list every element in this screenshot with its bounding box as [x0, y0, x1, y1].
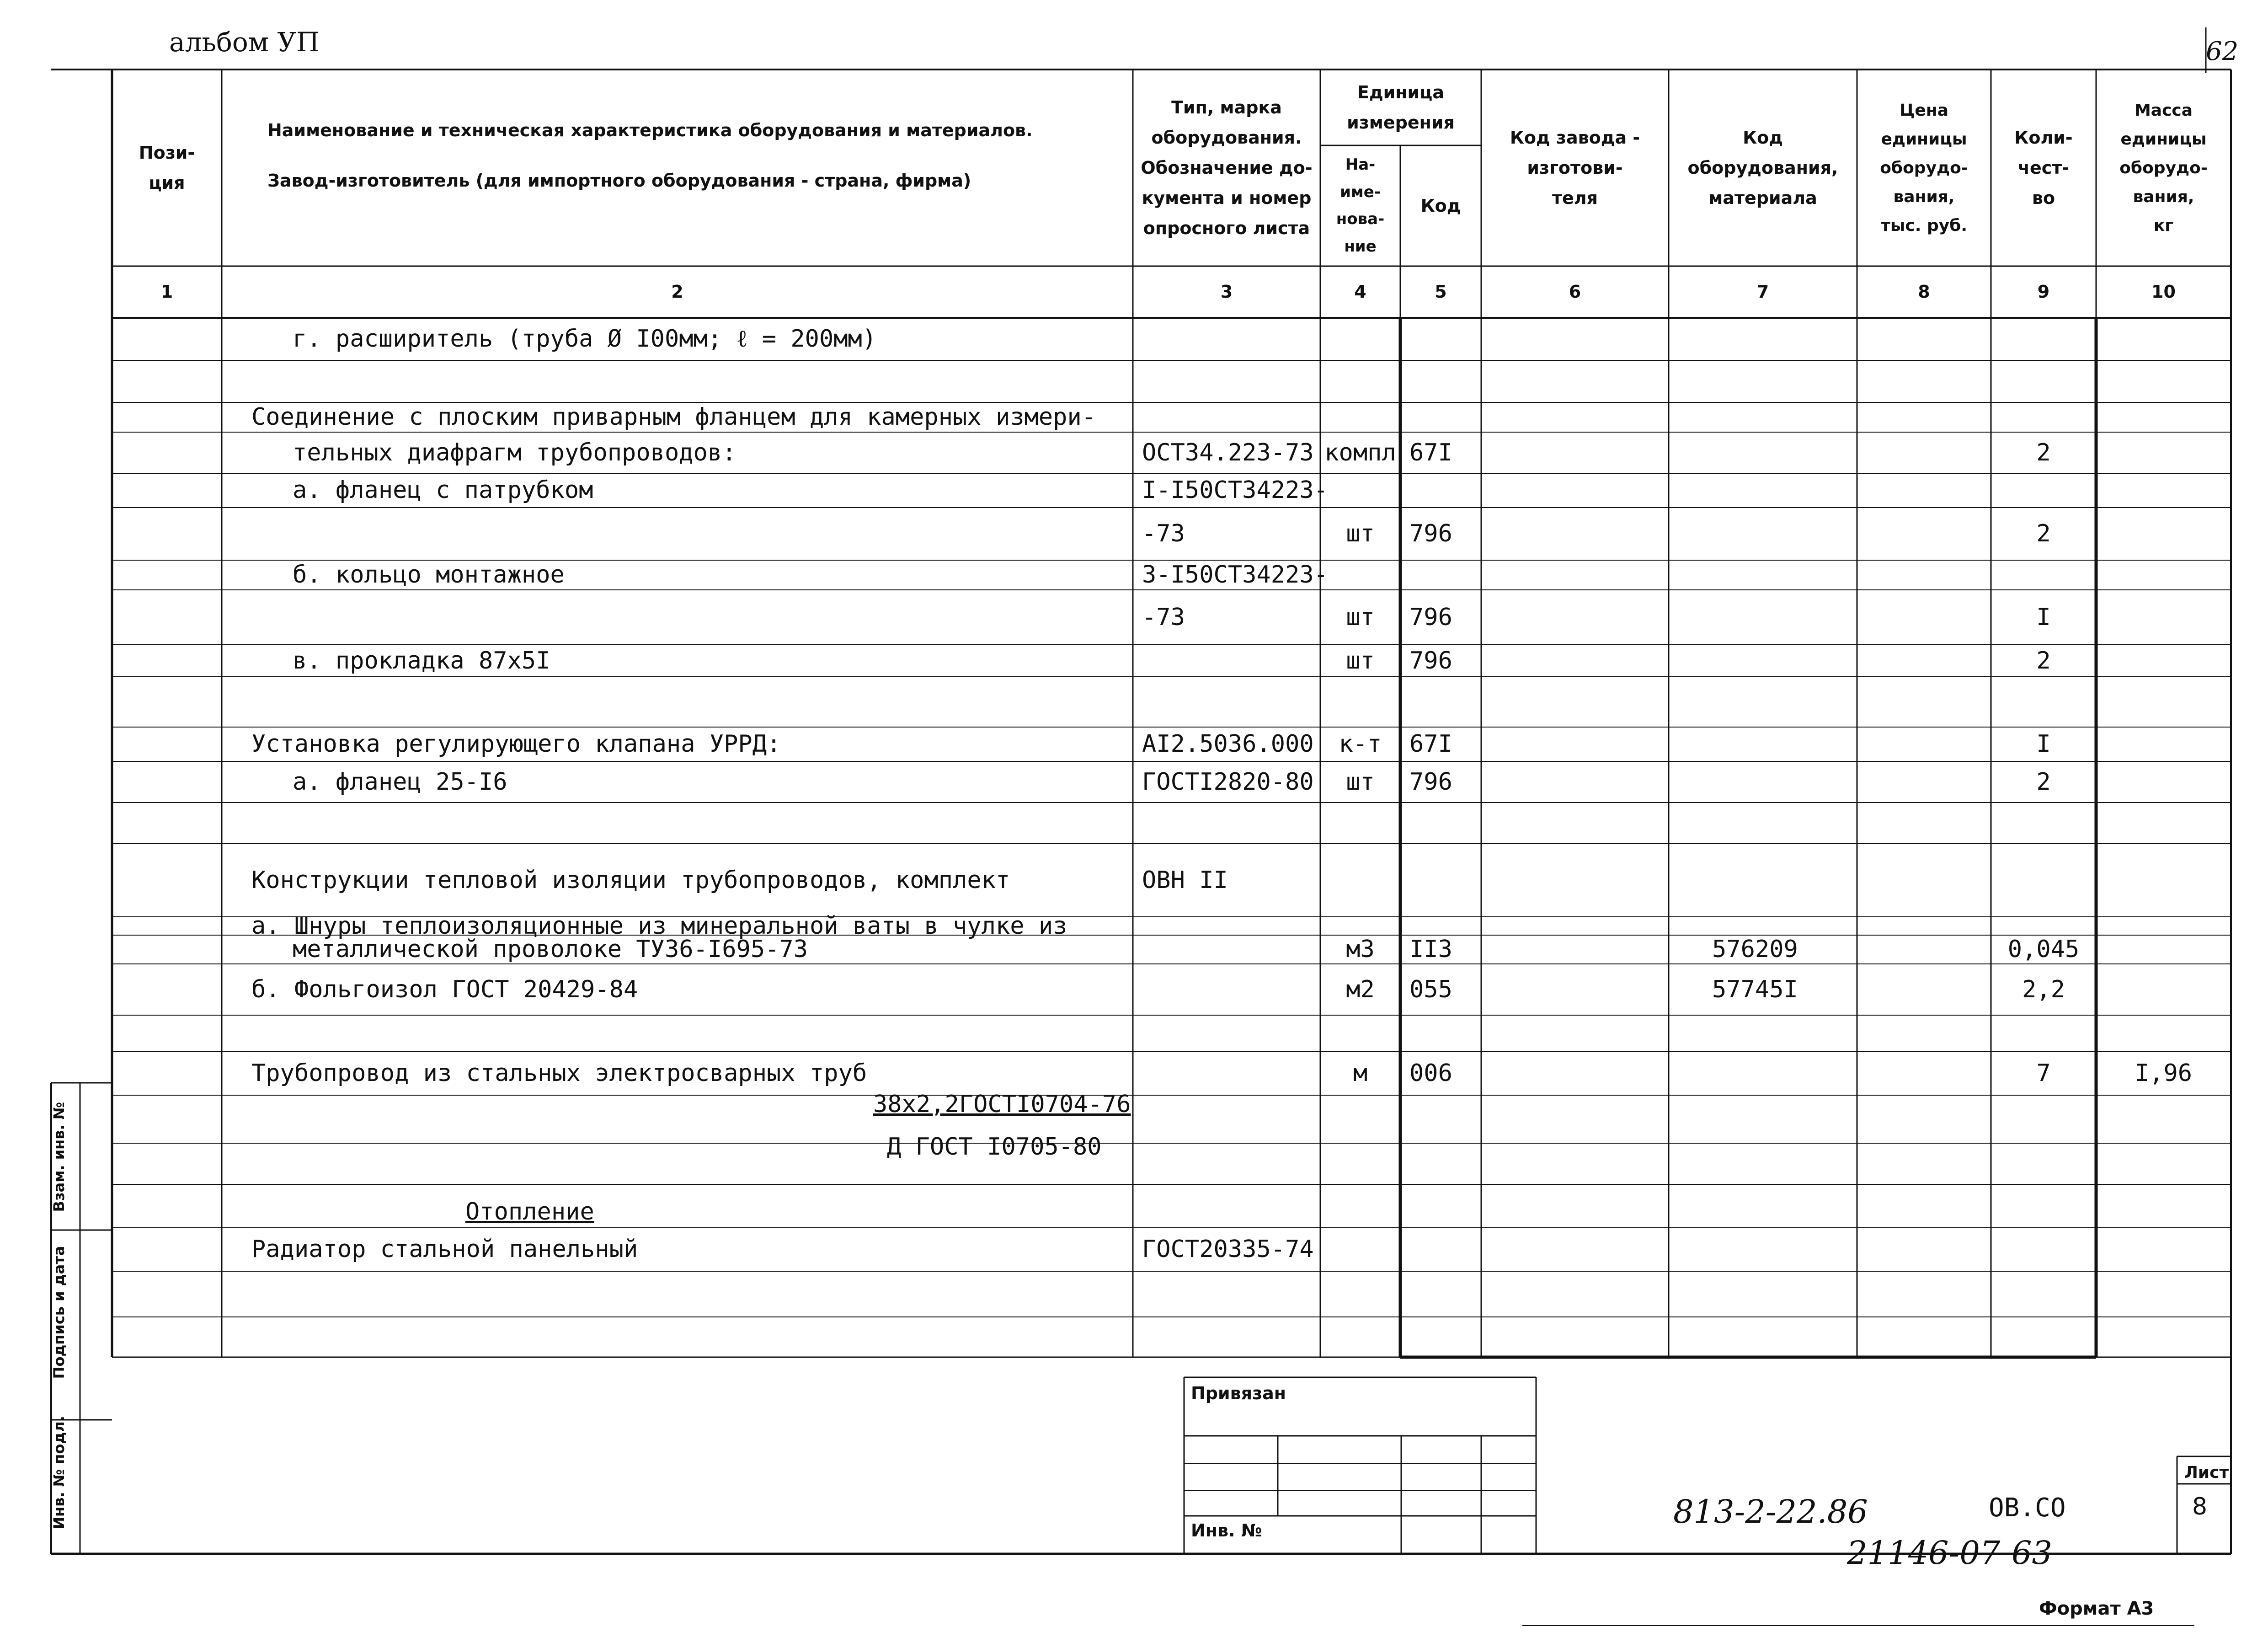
cell-unit-code: 796 — [1409, 520, 1452, 547]
cell-mass — [2096, 844, 2231, 917]
header-factory-code — [1481, 70, 1669, 266]
cell-mass — [2096, 1228, 2231, 1271]
side-stamp-vzam: Взам. инв. № — [50, 1102, 68, 1212]
table-row — [0, 964, 2268, 1015]
header-type-line: Тип, марка — [1171, 97, 1282, 118]
side-stamp-inv-podl: Инв. № подл. — [50, 1416, 68, 1529]
cell-name: в. прокладка 87х5I — [293, 647, 550, 674]
cell-mass — [2096, 917, 2231, 935]
cell-unit-name — [1320, 1228, 1400, 1271]
header-name — [267, 105, 1124, 206]
header-price-line: оборудо- — [1880, 158, 1968, 177]
cell-unit-name: к-т — [1339, 730, 1382, 758]
inv-no-label: Инв. № — [1191, 1520, 1262, 1541]
cell-unit-code: 006 — [1409, 1059, 1452, 1087]
cell-unit-code: 055 — [1409, 976, 1452, 1003]
table-row — [0, 761, 2268, 803]
cell-quantity — [1991, 1184, 2096, 1228]
cell-quantity — [1991, 1271, 2096, 1317]
header-unit-group — [1320, 70, 1481, 145]
table-row — [0, 360, 2268, 402]
table-row — [0, 473, 2268, 508]
privyazan-label: Привязан — [1191, 1383, 1286, 1403]
column-number: 1 — [160, 282, 173, 302]
format-label: Формат А3 — [2039, 1598, 2154, 1619]
side-stamp-podpis: Подпись и дата — [50, 1246, 68, 1379]
cell-unit-name — [1320, 473, 1400, 508]
cell-unit-name: компл — [1324, 439, 1396, 466]
header-mass — [2096, 70, 2231, 266]
cell-type: ГОСТI2820-80 — [1142, 768, 1314, 796]
section-heading-heating: Отопление — [465, 1198, 594, 1225]
cell-quantity — [1991, 473, 2096, 508]
cell-quantity — [1991, 803, 2096, 844]
cell-mass — [2096, 1184, 2231, 1228]
cell-mass — [2096, 432, 2231, 473]
column-number: 9 — [2037, 282, 2050, 302]
header-unit-group-line: Единица — [1357, 82, 1444, 102]
cell-quantity — [1991, 1015, 2096, 1052]
cell-mass — [2096, 1271, 2231, 1317]
cell-type: ОСТ34.223-73 — [1142, 439, 1314, 466]
cell-quantity — [1991, 1143, 2096, 1184]
header-unit-name — [1320, 145, 1400, 266]
cell-unit-code: II3 — [1409, 936, 1452, 963]
cell-mass — [2096, 935, 2231, 964]
cell-unit-name: шт — [1346, 604, 1375, 631]
archive-page: 63 — [2012, 1534, 2053, 1572]
cell-unit-name: шт — [1346, 520, 1375, 547]
header-type-line: оборудования. — [1151, 128, 1302, 148]
table-row — [0, 1095, 2268, 1143]
header-price — [1857, 70, 1991, 266]
cell-quantity: 2,2 — [2022, 976, 2065, 1003]
sheet-number: 8 — [2192, 1493, 2208, 1520]
cell-name: Трубопровод из стальных электросварных труб — [251, 1059, 867, 1087]
cell-quantity: 2 — [2036, 520, 2051, 547]
table-row — [0, 1228, 2268, 1271]
header-type-line: кумента и номер — [1142, 188, 1312, 208]
cell-quantity — [1991, 917, 2096, 935]
column-number: 2 — [671, 282, 683, 302]
header-quantity-line: во — [2032, 188, 2055, 208]
table-row — [0, 1184, 2268, 1228]
cell-unit-name — [1320, 1143, 1400, 1184]
cell-name: б. Фольгоизол ГОСТ 20429-84 — [251, 976, 638, 1003]
cell-name: г. расширитель (труба Ø I00мм; ℓ = 200мм) — [293, 325, 877, 353]
header-type-line: Обозначение до- — [1141, 158, 1313, 178]
cell-unit-name — [1320, 1095, 1400, 1143]
cell-name: тельных диафрагм трубопроводов: — [293, 439, 736, 466]
cell-unit-name: м3 — [1346, 936, 1375, 963]
cell-quantity — [1991, 1228, 2096, 1271]
table-row — [0, 1143, 2268, 1184]
cell-unit-name — [1320, 917, 1400, 935]
cell-type: I-I50СТ34223- — [1142, 476, 1328, 504]
header-mass-line: оборудо- — [2119, 158, 2208, 177]
cell-mass — [2096, 590, 2231, 645]
cell-mass — [2096, 1015, 2231, 1052]
table-row — [0, 508, 2268, 560]
header-name-line: Завод-изготовитель (для импортного оборудования - страна, фирма) — [267, 171, 971, 191]
cell-mass — [2096, 677, 2231, 727]
header-price-line: Цена — [1900, 101, 1948, 120]
cell-mass: I,96 — [2135, 1059, 2193, 1087]
header-type — [1133, 70, 1320, 266]
header-type-line: опросного листа — [1143, 218, 1310, 238]
header-quantity — [1991, 70, 2096, 266]
cell-mass — [2096, 727, 2231, 761]
cell-quantity: 7 — [2036, 1059, 2051, 1087]
column-number: 5 — [1435, 282, 1447, 302]
column-number: 10 — [2151, 282, 2176, 302]
cell-type: 3-I50СТ34223- — [1142, 561, 1328, 589]
cell-unit-code: 67I — [1409, 439, 1452, 466]
pipe-spec-line2: Д ГОСТ I0705-80 — [887, 1133, 1102, 1161]
column-number: 4 — [1354, 282, 1366, 302]
header-mass-line: Масса — [2134, 101, 2193, 120]
cell-quantity — [1991, 1095, 2096, 1143]
cell-mass — [2096, 1095, 2231, 1143]
table-row — [0, 935, 2268, 964]
cell-unit-code: 796 — [1409, 647, 1452, 674]
header-name-line: Наименование и техническая характеристика оборудования и материалов. — [267, 120, 1033, 140]
header-position-line: Пози- — [139, 143, 195, 163]
cell-quantity: I — [2036, 604, 2051, 631]
cell-name: а. фланец с патрубком — [293, 476, 593, 504]
cell-quantity — [1991, 677, 2096, 727]
column-number: 6 — [1569, 282, 1581, 302]
cell-unit-name — [1320, 560, 1400, 590]
table-row — [0, 727, 2268, 761]
cell-quantity — [1991, 360, 2096, 402]
header-equipment-code-line: оборудования, — [1687, 158, 1838, 178]
header-unit-group-line: измерения — [1347, 112, 1455, 133]
cell-unit-name: шт — [1346, 647, 1375, 674]
cell-quantity — [1991, 844, 2096, 917]
table-row — [0, 1271, 2268, 1317]
cell-type: ОВН II — [1142, 867, 1228, 894]
header-unit-code-line: Код — [1420, 196, 1461, 216]
cell-mass — [2096, 560, 2231, 590]
cell-unit-name: шт — [1346, 768, 1375, 796]
table-row — [0, 677, 2268, 727]
cell-unit-name — [1320, 360, 1400, 402]
cell-mass — [2096, 508, 2231, 560]
cell-unit-name — [1320, 1015, 1400, 1052]
header-unit-name-line: име- — [1340, 182, 1381, 201]
cell-name: а. фланец 25-I6 — [293, 768, 507, 796]
cell-name: Радиатор стальной панельный — [251, 1236, 638, 1263]
doc-code: ОВ.СО — [1989, 1493, 2066, 1523]
table-row — [0, 844, 2268, 917]
cell-type: ГОСТ20335-74 — [1142, 1236, 1314, 1263]
cell-mass — [2096, 964, 2231, 1015]
cell-mass — [2096, 318, 2231, 360]
cell-mass — [2096, 473, 2231, 508]
cell-unit-code: 796 — [1409, 768, 1452, 796]
table-row — [0, 402, 2268, 432]
cell-unit-name — [1320, 1184, 1400, 1228]
table-row — [0, 1015, 2268, 1052]
header-mass-line: кг — [2153, 216, 2174, 235]
cell-quantity — [1991, 560, 2096, 590]
cell-unit-name — [1320, 844, 1400, 917]
cell-name: Соединение с плоским приварным фланцем для камерных измери- — [251, 403, 1096, 431]
cell-unit-name: м2 — [1346, 976, 1375, 1003]
header-price-line: единицы — [1881, 129, 1967, 149]
header-quantity-line: чест- — [2017, 158, 2070, 178]
header-price-line: вания, — [1893, 187, 1955, 206]
table-row — [0, 432, 2268, 473]
table-row — [0, 590, 2268, 645]
cell-mass — [2096, 360, 2231, 402]
header-factory-code-line: теля — [1552, 188, 1598, 208]
cell-mass — [2096, 645, 2231, 677]
cell-mass — [2096, 803, 2231, 844]
header-factory-code-line: Код завода - — [1510, 128, 1640, 148]
cell-unit-name: м — [1353, 1059, 1368, 1087]
table-row — [0, 645, 2268, 677]
header-equipment-code-line: Код — [1743, 128, 1783, 148]
cell-equipment-code: 576209 — [1712, 936, 1798, 963]
sheet-label: Лист — [2184, 1463, 2229, 1482]
cell-quantity — [1991, 318, 2096, 360]
doc-number: 813-2-22.86 — [1673, 1493, 1868, 1530]
cell-unit-name — [1320, 402, 1400, 432]
header-equipment-code-line: материала — [1708, 188, 1817, 208]
header-unit-name-line: ние — [1344, 237, 1377, 256]
cell-unit-name — [1320, 803, 1400, 844]
cell-unit-code: 67I — [1409, 730, 1452, 758]
header-unit-code — [1400, 145, 1481, 266]
cell-unit-name — [1320, 1271, 1400, 1317]
column-number: 3 — [1220, 282, 1233, 302]
cell-type: -73 — [1142, 604, 1185, 631]
header-mass-line: вания, — [2133, 187, 2194, 206]
header-unit-name-line: На- — [1345, 155, 1376, 174]
header-position-line: ция — [149, 173, 185, 193]
cell-quantity: I — [2036, 730, 2051, 758]
column-number: 7 — [1756, 282, 1769, 302]
table-row — [0, 318, 2268, 360]
cell-quantity: 2 — [2036, 647, 2051, 674]
table-row — [0, 1052, 2268, 1095]
header-equipment-code — [1669, 70, 1857, 266]
table-row — [0, 912, 2268, 940]
header-quantity-line: Коли- — [2014, 128, 2073, 148]
cell-name: а. Шнуры теплоизоляционные из минеральной ваты в чулке из — [251, 912, 1067, 940]
page-corner-number: 62 — [2206, 37, 2239, 66]
cell-name: Конструкции тепловой изоляции трубопроводов, комплект — [251, 867, 1010, 894]
cell-name: Установка регулирующего клапана УРРД: — [251, 730, 781, 758]
cell-quantity: 0,045 — [2007, 936, 2080, 963]
pipe-spec-line1: 38х2,2ГОСТI0704-76 — [873, 1091, 1131, 1118]
cell-type: АI2.5036.000 — [1142, 730, 1314, 758]
header-mass-line: единицы — [2120, 129, 2207, 149]
cell-unit-name — [1320, 677, 1400, 727]
cell-quantity: 2 — [2036, 439, 2051, 466]
table-row — [0, 803, 2268, 844]
cell-equipment-code: 57745I — [1712, 976, 1798, 1003]
cell-name: металлической проволоке ТУ36-I695-73 — [293, 936, 808, 963]
header-unit-name-line: нова- — [1336, 210, 1385, 228]
cell-mass — [2096, 402, 2231, 432]
cell-quantity: 2 — [2036, 768, 2051, 796]
cell-quantity — [1991, 402, 2096, 432]
cell-mass — [2096, 761, 2231, 803]
album-label: альбом УП — [169, 27, 320, 58]
table-row — [0, 560, 2268, 590]
cell-name: б. кольцо монтажное — [293, 561, 565, 589]
archive-number: 21146-07 — [1847, 1534, 2001, 1572]
cell-type: -73 — [1142, 520, 1185, 547]
header-position — [112, 70, 222, 266]
cell-unit-name — [1320, 318, 1400, 360]
cell-unit-code: 796 — [1409, 604, 1452, 631]
header-factory-code-line: изготови- — [1527, 158, 1623, 178]
header-price-line: тыс. руб. — [1880, 216, 1968, 235]
column-number: 8 — [1918, 282, 1930, 302]
cell-mass — [2096, 1143, 2231, 1184]
